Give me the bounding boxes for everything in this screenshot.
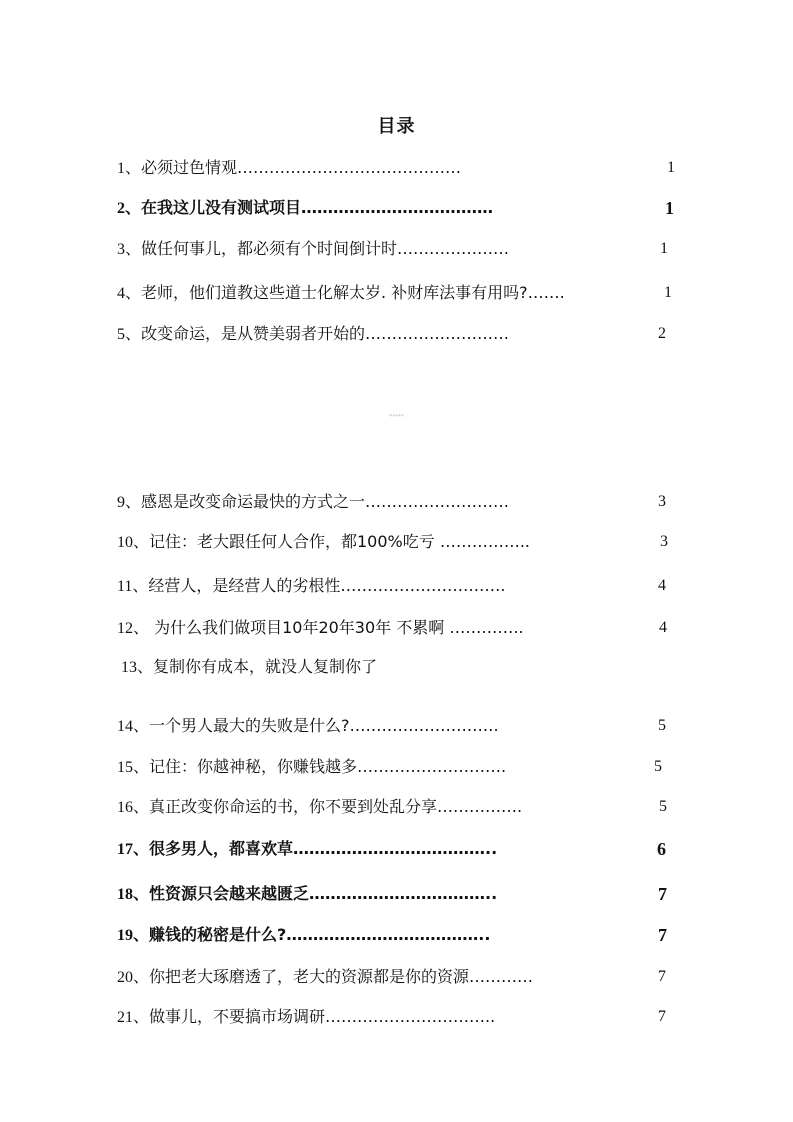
toc-entry-number: 19 (117, 927, 133, 944)
toc-entry-text: 、改变命运，是从赞美弱者开始的……………………… (125, 324, 510, 343)
toc-entry (117, 155, 683, 181)
toc-entry-text: 、一个男人最大的失败是什么?………………………. (133, 716, 499, 735)
toc-entry-label (117, 529, 530, 556)
toc-entry-number: 13 (121, 659, 137, 676)
toc-entry (117, 836, 683, 862)
toc-entry-page: 1 (667, 159, 675, 176)
toc-entry-page: 7 (658, 925, 667, 945)
toc-entry-page: 4 (658, 577, 666, 594)
toc-entry-page: 5 (659, 798, 667, 815)
toc-entry-label (117, 155, 461, 182)
toc-entry-label (117, 489, 509, 516)
toc-entry-page: 1 (660, 240, 668, 257)
toc-entry-page: 5 (658, 717, 666, 734)
toc-entry-page: 6 (657, 839, 666, 859)
toc-entry-label (117, 573, 506, 600)
toc-entry-label (121, 654, 377, 681)
toc-entry-number: 21 (117, 1009, 133, 1026)
page-break-marks: ꞌꞌꞌꞌꞌꞌꞌꞌꞌ (389, 414, 404, 421)
toc-entry-page: 5 (654, 758, 662, 775)
toc-entry-number: 16 (117, 799, 133, 816)
toc-entry-number: 17 (117, 841, 133, 858)
toc-entry-number: 12 (117, 620, 133, 637)
toc-entry-page: 4 (659, 619, 667, 636)
toc-entry (117, 794, 683, 820)
toc-entry-number: 4 (117, 285, 125, 302)
toc-entry (117, 713, 683, 739)
toc-entry (117, 754, 683, 780)
toc-entry-page: 1 (664, 284, 672, 301)
toc-entry (117, 615, 683, 641)
toc-entry-page: 7 (658, 968, 666, 985)
toc-entry-number: 9 (117, 494, 125, 511)
toc-entry-number: 2 (117, 200, 125, 217)
toc-entry-number: 18 (117, 886, 133, 903)
toc-entry (117, 964, 683, 990)
toc-entry-label (117, 1004, 495, 1031)
toc-entry-number: 14 (117, 718, 133, 735)
toc-entry-text: 、赚钱的秘密是什么?……………………………….. (133, 925, 491, 944)
toc-entry-label (117, 195, 493, 222)
toc-entry (117, 922, 683, 948)
toc-entry (117, 573, 683, 599)
toc-entry-page: 7 (658, 1008, 666, 1025)
toc-entry-number: 11 (117, 578, 133, 595)
toc-entry-text: 、记住：老大跟任何人合作，都100%吃亏 …………….. (133, 532, 531, 551)
toc-entry (117, 881, 683, 907)
toc-entry-label (117, 615, 524, 642)
toc-entry-text: 、记住：你越神秘，你赚钱越多………………………. (133, 757, 507, 776)
toc-entry-page: 1 (665, 198, 674, 218)
toc-entry-number: 1 (117, 160, 125, 177)
toc-entry-page: 2 (658, 325, 666, 342)
toc-entry-label (117, 922, 490, 949)
toc-entry-label (117, 236, 509, 263)
toc-entry-label (117, 794, 522, 821)
toc-entry (117, 195, 683, 221)
toc-entry-text: 、真正改变你命运的书，你不要到处乱分享……………. (133, 797, 523, 816)
toc-entry-text: 、很多男人，都喜欢草……………………………….. (133, 839, 498, 858)
toc-entry-label (117, 713, 499, 740)
toc-entry-page: 3 (658, 493, 666, 510)
toc-title: 目录 (377, 116, 416, 137)
toc-entry-text: 、做任何事儿，都必须有个时间倒计时………………… (125, 239, 510, 258)
toc-entry-number: 5 (117, 326, 125, 343)
toc-entry (117, 236, 683, 262)
toc-entry (117, 1004, 683, 1030)
toc-entry-text: 、感恩是改变命运最快的方式之一……………………… (125, 492, 510, 511)
toc-entry-text: 、必须过色情观…………………………………… (125, 158, 462, 177)
toc-entry-label (117, 836, 497, 863)
toc-entry (117, 489, 683, 515)
toc-entry-label (117, 280, 565, 307)
toc-entry-label (117, 754, 506, 781)
toc-entry-text: 、老师，他们道教这些道士化解太岁. 补财库法事有用吗?……. (125, 283, 565, 302)
toc-entry-text: 、经营人，是经营人的劣根性…………………………. (132, 576, 506, 595)
toc-entry-text: 、你把老大琢磨透了，老大的资源都是你的资源………… (133, 967, 534, 986)
toc-entry-label (117, 881, 497, 908)
toc-entry (117, 321, 683, 347)
toc-entry-text: 、复制你有成本，就没人复制你了 (137, 657, 378, 676)
toc-entry (117, 280, 683, 306)
toc-entry-text: 、做事儿，不要搞市场调研………………………….. (133, 1007, 496, 1026)
toc-entry-label (117, 321, 509, 348)
toc-entry-number: 10 (117, 534, 133, 551)
toc-entry-text: 、在我这儿没有测试项目……………………………… (125, 198, 494, 217)
toc-entry-label (117, 964, 533, 991)
toc-entry-number: 3 (117, 241, 125, 258)
toc-entry (121, 654, 687, 680)
toc-entry-text: 、 为什么我们做项目10年20年30年 不累啊 ………….. (133, 618, 524, 637)
toc-entry-number: 20 (117, 969, 133, 986)
toc-entry-number: 15 (117, 759, 133, 776)
toc-entry-text: 、性资源只会越来越匮乏…………………………….. (133, 884, 498, 903)
toc-entry (117, 529, 683, 555)
toc-entry-page: 3 (660, 533, 668, 550)
toc-entry-page: 7 (658, 884, 667, 904)
